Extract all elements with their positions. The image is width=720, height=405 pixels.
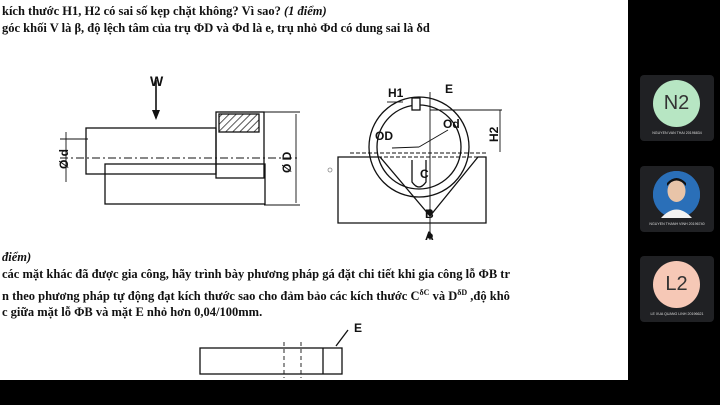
A-label: A [425, 229, 434, 243]
technical-drawing [0, 60, 628, 250]
phi-d-label: Ø d [57, 149, 71, 169]
score-label: (1 điểm) [283, 4, 327, 18]
avatar [653, 171, 700, 218]
force-W-label: W [150, 73, 164, 89]
v-block-end-view [338, 92, 502, 240]
avatar: L2 [653, 261, 700, 308]
lower-part-drawing [0, 320, 628, 380]
Od-label: Od [443, 117, 460, 131]
task-para-3: c giữa mặt lỗ ΦB và mặt E nhỏ hơn 0,04/100mm. [2, 305, 263, 319]
participant-tile[interactable] [640, 75, 714, 141]
participant-name: LE XUA QUANG LINH 20196621 [650, 312, 704, 316]
avatar: N2 [653, 80, 700, 127]
E-bottom-part-label: E [354, 321, 363, 335]
question-line-1 [2, 3, 327, 19]
participant-tile[interactable] [640, 256, 714, 322]
participant-tile[interactable] [640, 166, 714, 232]
E-top-label: E [445, 82, 454, 96]
question-line-2: góc khối V là β, độ lệch tâm của trụ ΦD và Φd là e, trụ nhỏ Φd có dung sai là δd [2, 21, 430, 35]
person-photo-icon [653, 171, 700, 218]
bottom-bar [0, 380, 720, 405]
OD-label: OD [375, 129, 393, 143]
B-label: B [425, 207, 434, 221]
H2-label: H2 [487, 126, 501, 142]
participant-name: NGUYEN VAN THAI 20196834 [652, 131, 702, 135]
participant-name: NGUYEN THANH VINH 20196740 [649, 222, 705, 226]
C-label: C [420, 167, 429, 181]
H1-label: H1 [388, 86, 404, 100]
task-para-2: n theo phương pháp tự động đạt kích thước sao cho đảm bảo các kích thước $C^{\delta C}$ và $D^{\delta D}$ ,độ khô [2, 288, 510, 304]
phi-D-label: Ø D [280, 151, 294, 173]
participants-panel [628, 0, 720, 380]
task-para-1: các mặt khác đã được gia công, hãy trình bày phương pháp gá đặt chi tiết khi gia công lỗ ΦB tr [2, 267, 511, 281]
section-mark: điểm) [2, 250, 32, 264]
question-text: kích thước H1, H2 có sai số kẹp chặt không? Vì sao? [2, 4, 281, 18]
shaft-side-view [60, 80, 300, 205]
